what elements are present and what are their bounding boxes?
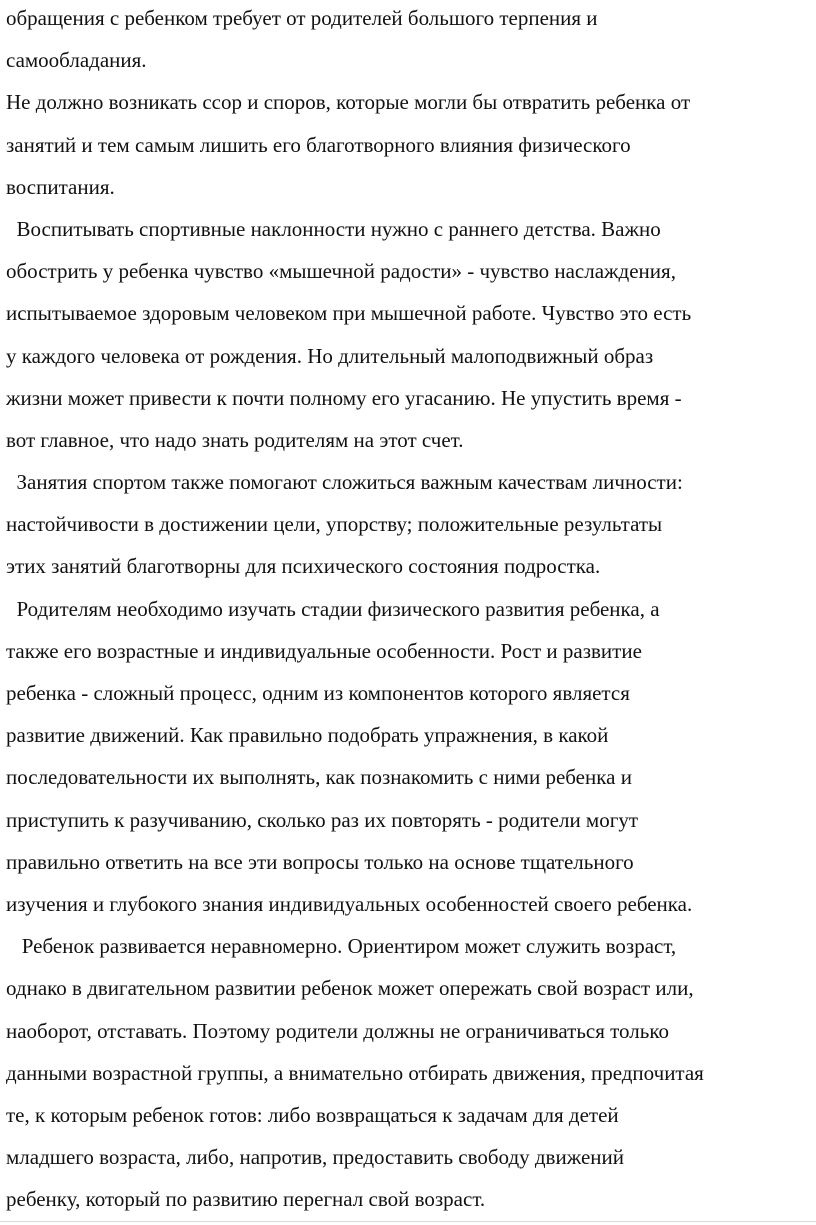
text-line: обращения с ребенком требует от родителей большого терпения и bbox=[6, 6, 598, 30]
text-line: младшего возраста, либо, напротив, предоставить свободу движений bbox=[6, 1145, 624, 1170]
text-line: ребенка - сложный процесс, одним из компонентов которого является bbox=[6, 681, 630, 705]
text-line: Воспитывать спортивные наклонности нужно с раннего детства. Важно bbox=[6, 216, 661, 241]
text-line: этих занятий благотворны для психического состояния подростка. bbox=[6, 554, 601, 579]
text-line: те, к которым ребенок готов: либо возвращаться к задачам для детей bbox=[6, 1102, 619, 1127]
page-divider bbox=[0, 1221, 816, 1222]
text-line: приступить к разучиванию, сколько раз их повторять - родители могут bbox=[6, 807, 639, 832]
text-line: Не должно возникать ссор и споров, которые могли бы отвратить ребенка от bbox=[6, 90, 691, 115]
text-line: Занятия спортом также помогают сложиться важным качествам личности: bbox=[6, 470, 683, 495]
text-line: вот главное, что надо знать родителям на этот счет. bbox=[6, 427, 464, 452]
text-line: однако в двигательном развитии ребенок может опережать свой возраст или, bbox=[6, 976, 694, 1001]
text-line: настойчивости в достижении цели, упорству; положительные результаты bbox=[6, 512, 663, 537]
text-line: самообладания. bbox=[6, 48, 147, 73]
text-line: занятий и тем самым лишить его благотворного влияния физического bbox=[6, 132, 631, 157]
text-line: правильно ответить на все эти вопросы только на основе тщательного bbox=[6, 849, 634, 874]
text-line: наоборот, отставать. Поэтому родители должны не ограничиваться только bbox=[6, 1018, 669, 1043]
text-line: ребенку, который по развитию перегнал свой возраст. bbox=[6, 1187, 486, 1212]
text-line: жизни может привести к почти полному его угасанию. Не упустить время - bbox=[6, 385, 682, 410]
text-line: обострить у ребенка чувство «мышечной радости» - чувство наслаждения, bbox=[6, 259, 676, 284]
text-line: воспитания. bbox=[6, 174, 115, 199]
text-line: также его возрастные и индивидуальные особенности. Рост и развитие bbox=[6, 638, 642, 663]
text-line: испытываемое здоровым человеком при мышечной работе. Чувство это есть bbox=[6, 301, 692, 326]
text-line: последовательности их выполнять, как познакомить с ними ребенка и bbox=[6, 765, 632, 790]
text-line: изучения и глубокого знания индивидуальных особенностей своего ребенка. bbox=[6, 891, 693, 916]
text-line: у каждого человека от рождения. Но длительный малоподвижный образ bbox=[6, 343, 654, 368]
text-line: Родителям необходимо изучать стадии физического развития ребенка, а bbox=[6, 596, 660, 621]
text-line: данными возрастной группы, а внимательно отбирать движения, предпочитая bbox=[6, 1060, 704, 1085]
text-line: Ребенок развивается неравномерно. Ориентиром может служить возраст, bbox=[6, 934, 677, 959]
text-line: развитие движений. Как правильно подобрать упражнения, в какой bbox=[6, 723, 609, 748]
